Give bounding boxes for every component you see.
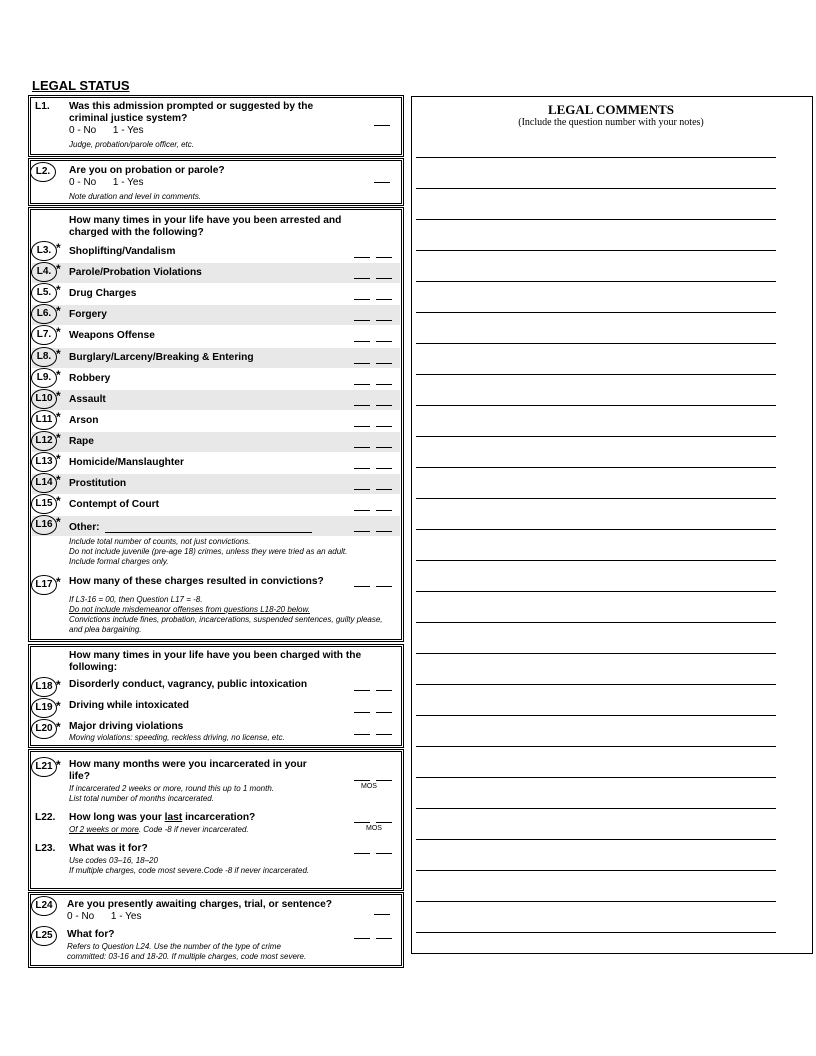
comment-line[interactable] <box>416 498 776 499</box>
l25-circle: L25 <box>31 926 57 946</box>
comment-line[interactable] <box>416 560 776 561</box>
comment-line[interactable] <box>416 374 776 375</box>
required-star: * <box>56 389 61 403</box>
l21-note-2: List total number of months incarcerated. <box>69 794 214 803</box>
l2-answer-blank[interactable] <box>374 182 390 183</box>
arrest-item-number: L7. <box>31 325 57 345</box>
required-star: * <box>56 494 61 508</box>
l19-star: * <box>56 699 61 713</box>
arrest-count-blank[interactable] <box>354 447 392 448</box>
l2-circle: L2. <box>30 162 56 182</box>
l24-question: Are you presently awaiting charges, trial, or sentence? <box>67 899 332 910</box>
arrest-item-number: L10 <box>31 389 57 409</box>
l22-unit: MOS <box>366 825 382 832</box>
arrest-item-label: Drug Charges <box>69 288 137 299</box>
comment-line[interactable] <box>416 839 776 840</box>
l23-number: L23. <box>35 843 56 854</box>
comment-line[interactable] <box>416 312 776 313</box>
arrest-item-number: L4. <box>31 262 57 282</box>
l20-answer-blank[interactable] <box>354 734 392 735</box>
l25-answer-blank[interactable] <box>354 938 392 939</box>
arrest-item-number: L8. <box>31 347 57 367</box>
comment-line[interactable] <box>416 746 776 747</box>
l18-circle: L18 <box>31 677 57 697</box>
arrest-item-label: Parole/Probation Violations <box>69 267 202 278</box>
l22-question: How long was your last incarceration? <box>69 812 256 823</box>
l24-answer-blank[interactable] <box>374 914 390 915</box>
l17-question: How many of these charges resulted in convictions? <box>69 576 324 587</box>
l25-note-2: committed: 03-16 and 18-20. If multiple charges, code most severe. <box>67 952 307 961</box>
arrest-item-label: Arson <box>69 415 99 426</box>
required-star: * <box>56 304 61 318</box>
comment-line[interactable] <box>416 901 776 902</box>
l20-star: * <box>56 720 61 734</box>
required-star: * <box>56 452 61 466</box>
l21-note-1: If incarcerated 2 weeks or more, round this up to 1 month. <box>69 784 274 793</box>
arrest-item-number: L15 <box>31 494 57 514</box>
arrest-count-blank[interactable] <box>354 426 392 427</box>
l1-answer-blank[interactable] <box>374 125 390 126</box>
l22-question-emphasis: last <box>164 812 183 823</box>
arrest-count-blank[interactable] <box>354 468 392 469</box>
l2-question: Are you on probation or parole? <box>69 165 225 176</box>
arrest-item-number: L16 <box>31 515 57 535</box>
charged-question: How many times in your life have you been charged with the following: <box>69 650 362 673</box>
l22-note: Of 2 weeks or more. Code -8 if never incarcerated. <box>69 825 249 834</box>
l19-circle: L19 <box>31 698 57 718</box>
arrest-count-blank[interactable] <box>354 257 392 258</box>
l24-options: 0 - No 1 - Yes <box>67 911 142 922</box>
arrest-item-number: L12 <box>31 431 57 451</box>
comment-line[interactable] <box>416 157 776 158</box>
arrest-item-number: L13 <box>31 452 57 472</box>
l25-question: What for? <box>67 929 115 940</box>
comments-subtitle: (Include the question number with your notes) <box>518 117 704 128</box>
l20-note: Moving violations: speeding, reckless driving, no license, etc. <box>69 733 285 742</box>
arrest-item-label: Prostitution <box>69 478 127 489</box>
arrest-item-number: L5. <box>31 283 57 303</box>
arrest-item-label: Contempt of Court <box>69 499 159 510</box>
l2-options: 0 - No 1 - Yes <box>69 177 144 188</box>
arrest-item-label: Other: <box>69 522 100 533</box>
required-star: * <box>56 325 61 339</box>
arrest-count-blank[interactable] <box>354 489 392 490</box>
l17-circle: L17 <box>31 575 57 595</box>
comment-line[interactable] <box>416 343 776 344</box>
comment-line[interactable] <box>416 715 776 716</box>
arrest-count-blank[interactable] <box>354 320 392 321</box>
arrest-count-blank[interactable] <box>354 363 392 364</box>
required-star: * <box>56 262 61 276</box>
arrest-count-blank[interactable] <box>354 278 392 279</box>
comment-line[interactable] <box>416 250 776 251</box>
comment-line[interactable] <box>416 436 776 437</box>
section-title: LEGAL STATUS <box>32 78 130 93</box>
l22-answer-blank[interactable] <box>354 822 392 823</box>
required-star: * <box>56 368 61 382</box>
arrest-count-blank[interactable] <box>354 384 392 385</box>
comment-line[interactable] <box>416 932 776 933</box>
required-star: * <box>56 473 61 487</box>
l25-note-1: Refers to Question L24. Use the number of the type of crime <box>67 942 281 951</box>
other-specify-line[interactable] <box>105 532 312 533</box>
l23-question: What was it for? <box>69 843 148 854</box>
l1-number: L1. <box>35 101 50 112</box>
comments-title: LEGAL COMMENTS <box>547 102 675 117</box>
l17-note-3: Convictions include fines, probation, incarcerations, suspended sentences, guilty please, and plea bargaining. <box>69 615 383 634</box>
arrest-count-blank[interactable] <box>354 405 392 406</box>
l21-unit: MOS <box>361 783 377 790</box>
required-star: * <box>56 410 61 424</box>
arrests-note-1: Include total number of counts, not just convictions. <box>69 537 251 546</box>
required-star: * <box>56 283 61 297</box>
arrest-item-label: Burglary/Larceny/Breaking & Entering <box>69 352 254 363</box>
required-star: * <box>56 515 61 529</box>
arrest-item-label: Robbery <box>69 373 111 384</box>
l23-answer-blank[interactable] <box>354 853 392 854</box>
arrest-count-blank[interactable] <box>354 531 392 532</box>
l17-note-1: If L3-16 = 00, then Question L17 = -8. <box>69 595 203 604</box>
comment-line[interactable] <box>416 684 776 685</box>
l22-number: L22. <box>35 812 56 823</box>
arrest-count-blank[interactable] <box>354 299 392 300</box>
l19-answer-blank[interactable] <box>354 712 392 713</box>
l23-note-2: If multiple charges, code most severe.Code -8 if never incarcerated. <box>69 866 310 875</box>
l18-label: Disorderly conduct, vagrancy, public intoxication <box>69 679 308 690</box>
comment-line[interactable] <box>416 653 776 654</box>
arrests-note-2: Do not include juvenile (pre-age 18) crimes, unless they were tried as an adult. <box>69 547 348 556</box>
arrest-item-label: Shoplifting/Vandalism <box>69 246 176 257</box>
arrest-count-blank[interactable] <box>354 341 392 342</box>
comment-line[interactable] <box>416 219 776 220</box>
l1-options: 0 - No 1 - Yes <box>69 125 144 136</box>
comment-line[interactable] <box>416 529 776 530</box>
l17-star: * <box>56 575 61 589</box>
l23-note-1: Use codes 03–16, 18–20 <box>69 856 158 865</box>
l21-answer-blank[interactable] <box>354 780 392 781</box>
arrests-note-3: Include formal charges only. <box>69 557 169 566</box>
arrest-item-label: Assault <box>69 394 106 405</box>
comment-line[interactable] <box>416 622 776 623</box>
l17-answer-blank[interactable] <box>354 586 392 587</box>
comment-line[interactable] <box>416 808 776 809</box>
l21-star: * <box>56 758 61 772</box>
l19-label: Driving while intoxicated <box>69 700 190 711</box>
arrest-item-label: Rape <box>69 436 94 447</box>
arrest-item-number: L3. <box>31 241 57 261</box>
comment-line[interactable] <box>416 405 776 406</box>
arrest-item-label: Weapons Offense <box>69 330 155 341</box>
l17-note-2: Do not include misdemeanor offenses from questions L18-20 below. <box>69 605 311 614</box>
comment-line[interactable] <box>416 777 776 778</box>
comment-line[interactable] <box>416 281 776 282</box>
comment-line[interactable] <box>416 591 776 592</box>
arrest-count-blank[interactable] <box>354 510 392 511</box>
required-star: * <box>56 431 61 445</box>
l21-circle: L21 <box>31 757 57 777</box>
arrests-question: How many times in your life have you been arrested and charged with the following? <box>69 215 342 238</box>
l21-question: How many months were you incarcerated in your life? <box>69 759 307 782</box>
l2-note: Note duration and level in comments. <box>69 192 202 201</box>
comment-line[interactable] <box>416 870 776 871</box>
l18-answer-blank[interactable] <box>354 690 392 691</box>
arrest-item-label: Forgery <box>69 309 107 320</box>
l1-note: Judge, probation/parole officer, etc. <box>69 140 194 149</box>
comment-line[interactable] <box>416 467 776 468</box>
l1-question: Was this admission prompted or suggested by the criminal justice system? <box>69 101 314 124</box>
l18-star: * <box>56 678 61 692</box>
comment-line[interactable] <box>416 188 776 189</box>
required-star: * <box>56 347 61 361</box>
required-star: * <box>56 241 61 255</box>
arrest-item-number: L9. <box>31 368 57 388</box>
l20-circle: L20 <box>31 719 57 739</box>
arrest-item-number: L6. <box>31 304 57 324</box>
comments-box <box>411 96 813 954</box>
arrest-item-label: Homicide/Manslaughter <box>69 457 184 468</box>
l20-label: Major driving violations <box>69 721 184 732</box>
arrest-item-number: L14 <box>31 473 57 493</box>
l24-circle: L24 <box>31 896 57 916</box>
arrest-item-number: L11 <box>31 410 57 430</box>
